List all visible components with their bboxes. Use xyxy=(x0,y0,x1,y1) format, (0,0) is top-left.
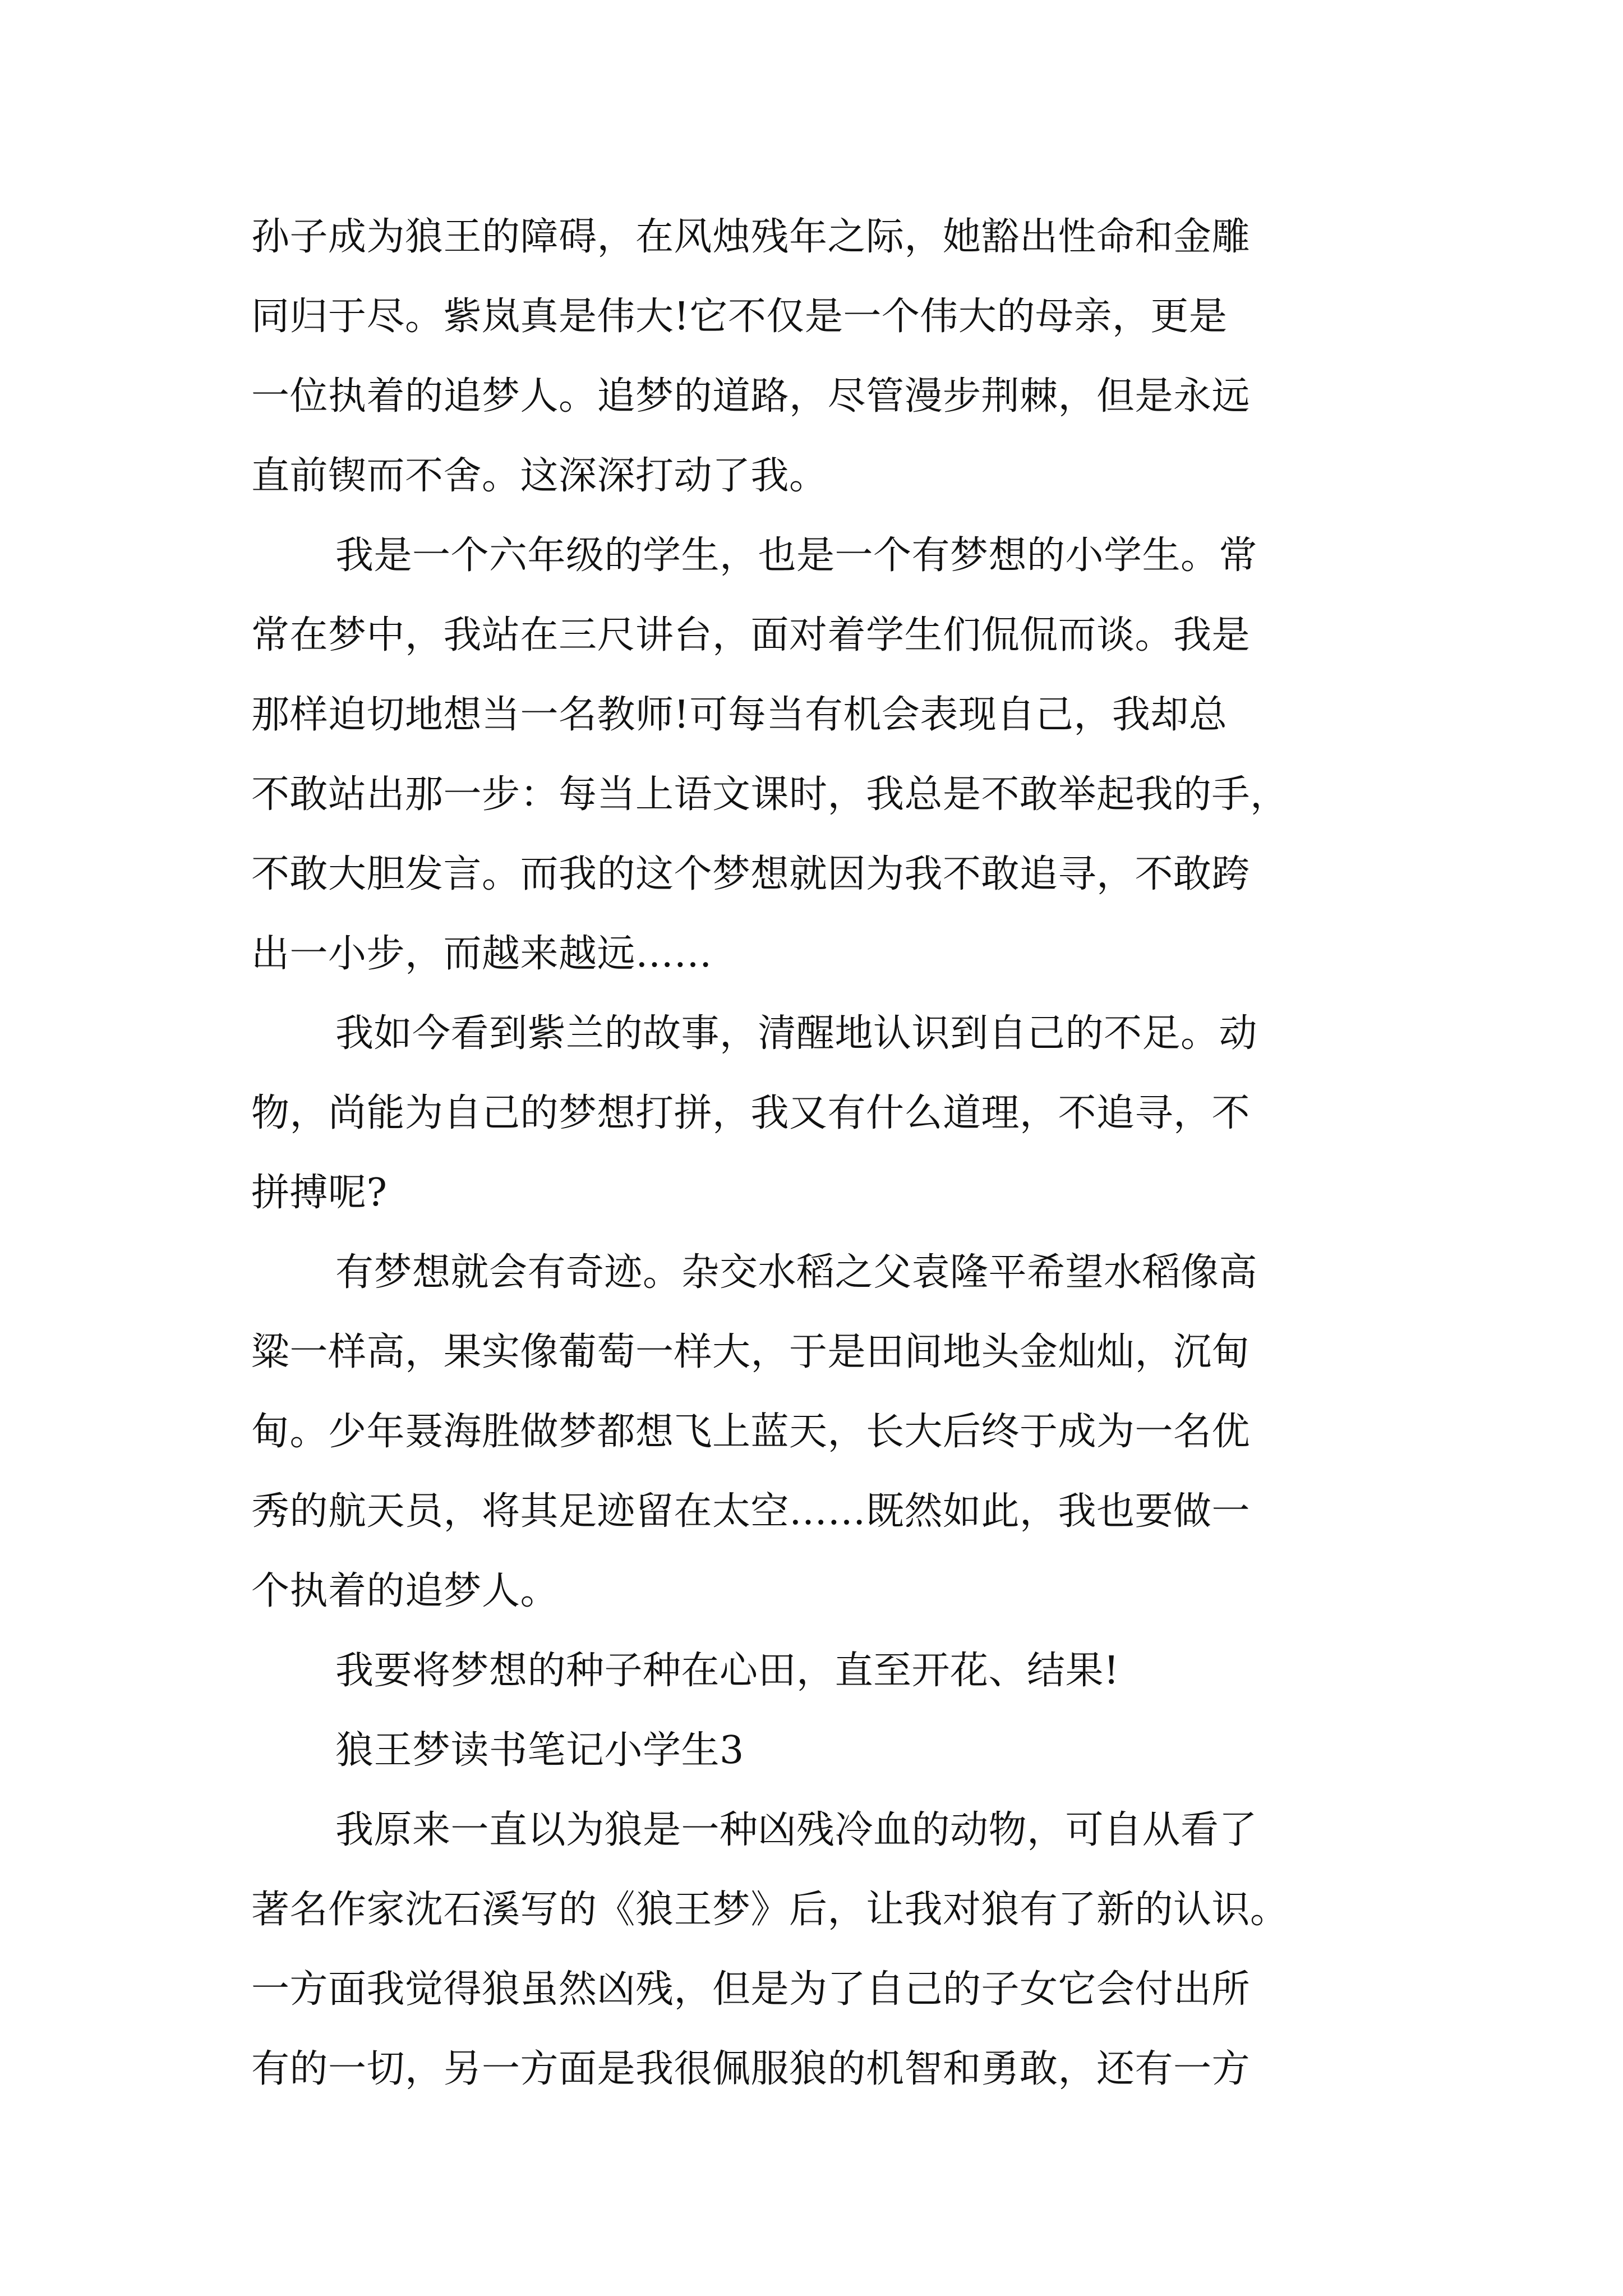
text-line: 同归于尽。紫岚真是伟大!它不仅是一个伟大的母亲，更是 xyxy=(251,295,1228,339)
text-line: 不敢站出那一步：每当上语文课时，我总是不敢举起我的手， xyxy=(251,772,1289,817)
document-body xyxy=(251,197,1390,2109)
text-line: 常在梦中，我站在三尺讲台，面对着学生们侃侃而谈。我是 xyxy=(251,613,1251,657)
text-line: 直前锲而不舍。这深深打动了我。 xyxy=(251,454,828,498)
text-line: 有的一切，另一方面是我很佩服狼的机智和勇敢，还有一方 xyxy=(251,2047,1251,2091)
paragraph-start-line: 我如今看到紫兰的故事，清醒地认识到自己的不足。动 xyxy=(335,1011,1258,1056)
paragraph-start-line: 我原来一直以为狼是一种凶残冷血的动物，可自从看了 xyxy=(335,1808,1258,1852)
text-line: 粱一样高，果实像葡萄一样大，于是田间地头金灿灿，沉甸 xyxy=(251,1330,1251,1374)
text-line: 甸。少年聂海胜做梦都想飞上蓝天，长大后终于成为一名优 xyxy=(251,1410,1251,1454)
text-line: 那样迫切地想当一名教师!可每当有机会表现自己，我却总 xyxy=(251,693,1228,737)
paragraph-start-line: 我是一个六年级的学生，也是一个有梦想的小学生。常 xyxy=(335,533,1258,578)
text-line: 著名作家沈石溪写的《狼王梦》后，让我对狼有了新的认识。 xyxy=(251,1888,1289,1932)
text-line: 物，尚能为自己的梦想打拼，我又有什么道理，不追寻，不 xyxy=(251,1091,1251,1135)
text-line: 秀的航天员，将其足迹留在太空……既然如此，我也要做一 xyxy=(251,1489,1251,1534)
paragraph-start-line: 狼王梦读书笔记小学生3 xyxy=(335,1728,744,1773)
text-line: 出一小步，而越来越远…… xyxy=(251,932,713,976)
paragraph-start-line: 有梦想就会有奇迹。杂交水稻之父袁隆平希望水稻像高 xyxy=(335,1250,1258,1295)
text-line: 拼搏呢? xyxy=(251,1171,388,1215)
text-line: 一方面我觉得狼虽然凶残，但是为了自己的子女它会付出所 xyxy=(251,1967,1251,2012)
paragraph-start-line: 我要将梦想的种子种在心田，直至开花、结果! xyxy=(335,1649,1119,1693)
text-line: 不敢大胆发言。而我的这个梦想就因为我不敢追寻，不敢跨 xyxy=(251,852,1251,896)
text-line: 个执着的追梦人。 xyxy=(251,1569,559,1613)
text-line: 孙子成为狼王的障碍，在风烛残年之际，她豁出性命和金雕 xyxy=(251,215,1251,259)
text-line: 一位执着的追梦人。追梦的道路，尽管漫步荆棘，但是永远 xyxy=(251,374,1251,418)
